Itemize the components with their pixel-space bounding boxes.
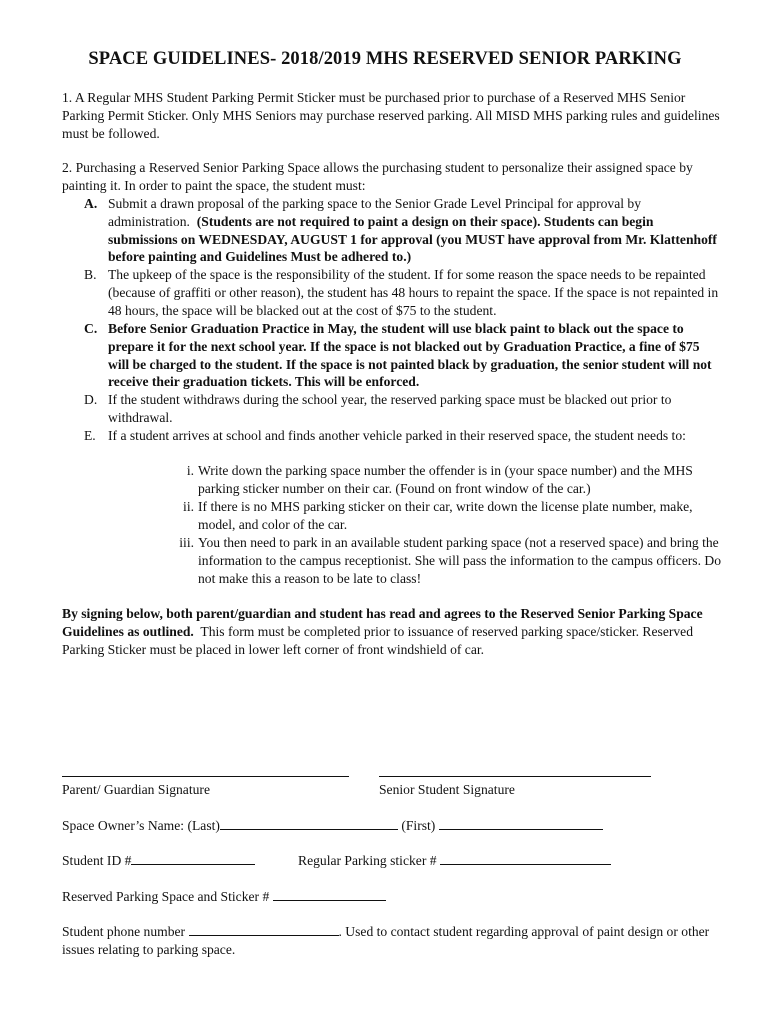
regular-sticker-label: Regular Parking sticker # <box>298 853 437 868</box>
list-item-text: Submit a drawn proposal of the parking space to the Senior Grade Level Principal for approval by administration. <box>108 196 642 229</box>
reserved-space-label: Reserved Parking Space and Sticker # <box>62 889 270 904</box>
owner-name-row <box>62 817 603 835</box>
list-item-a <box>84 195 724 266</box>
student-signature-label: Senior Student Signature <box>379 782 515 797</box>
list-item-label: E. <box>84 428 96 443</box>
reserved-space-field[interactable] <box>273 888 386 901</box>
list-item-b <box>84 266 724 319</box>
student-id-row <box>62 852 255 870</box>
sub-item-i <box>166 462 726 498</box>
owner-first-name-field[interactable] <box>439 817 603 830</box>
agreement-text: This form must be completed prior to issuance of reserved parking space/sticker. Reserved Parking Sticker must be placed in lower left corner of front windshield of car. <box>62 623 694 657</box>
parent-signature-line[interactable] <box>62 776 349 777</box>
list-item-text: If a student arrives at school and finds another vehicle parked in their reserved space, the student needs to: <box>108 428 686 443</box>
student-id-label: Student ID # <box>62 853 132 868</box>
sub-item-label: i. <box>186 463 194 478</box>
reserved-space-row <box>62 888 386 906</box>
list-item-text: The upkeep of the space is the responsibility of the student. If for some reason the space needs to be repainted (because of graffiti or other reason), the student has 48 hours to repaint the space. If the space is not repainted in 48 hours, the space will be blacked out at the cost of $75 to the student. <box>108 267 719 318</box>
sub-item-text: Write down the parking space number the offender is in (your space number) and the MHS parking sticker number on their car. (Found on front window of the car.) <box>198 463 693 496</box>
list-item-bold-text: Before Senior Graduation Practice in May, the student will use black paint to black out the space to prepare it for the next school year. If the space is not blacked out by Graduation Practice, a fine of $75 will be charged to the student. If the space is not painted black by graduation, the senior student will not receive their graduation tickets. This will be enforced. <box>108 321 712 390</box>
list-item-label: A. <box>84 196 98 211</box>
parent-signature-label: Parent/ Guardian Signature <box>62 782 210 797</box>
list-item-text: If the student withdraws during the school year, the reserved parking space must be blacked out prior to withdrawal. <box>108 392 672 425</box>
sub-item-text: You then need to park in an available student parking space (not a reserved space) and bring the information to the campus receptionist. She will pass the information to the campus officers. Do not make this a reason to be late to class! <box>198 535 721 586</box>
sub-item-text: If there is no MHS parking sticker on their car, write down the license plate number, make, model, and color of the car. <box>198 499 693 532</box>
sub-item-label: ii. <box>183 499 194 514</box>
paragraph-1: 1. A Regular MHS Student Parking Permit Sticker must be purchased prior to purchase of a Reserved MHS Senior Parking Permit Sticker. Only MHS Seniors may purchase reserved parking. All MISD MHS parking rules and guidelines must be followed. <box>62 90 720 141</box>
regular-sticker-field[interactable] <box>440 852 611 865</box>
agreement-bold-text: By signing below, both parent/guardian and student has read and agrees to the Reserved Senior Parking Space Guidelines as outlined. <box>62 606 703 639</box>
regular-sticker-row <box>298 852 611 870</box>
list-item-label: D. <box>84 392 98 407</box>
phone-label: Student phone number <box>62 924 186 939</box>
list-item-label: C. <box>84 321 98 336</box>
list-item-label: B. <box>84 267 97 282</box>
owner-last-name-label: Space Owner’s Name: (Last) <box>62 818 220 833</box>
phone-note: . Used to contact student regarding approval of paint design or other issues relating to parking space. <box>62 924 710 957</box>
student-signature-line[interactable] <box>379 776 651 777</box>
phone-row <box>62 923 722 959</box>
owner-first-name-label: (First) <box>401 818 436 833</box>
phone-field[interactable] <box>189 923 339 936</box>
student-id-field[interactable] <box>131 852 255 865</box>
sub-item-ii <box>166 498 726 534</box>
owner-last-name-field[interactable] <box>220 817 398 830</box>
sub-item-label: iii. <box>179 535 194 550</box>
list-item-c <box>84 320 724 391</box>
paragraph-2: 2. Purchasing a Reserved Senior Parking Space allows the purchasing student to personalize their assigned space by painting it. In order to paint the space, the student must: <box>62 160 693 193</box>
agreement-paragraph <box>62 605 722 658</box>
page-title: SPACE GUIDELINES- 2018/2019 MHS RESERVED SENIOR PARKING <box>88 49 682 69</box>
list-item-bold-text: (Students are not required to paint a design on their space). Students can begin submissions on WEDNESDAY, AUGUST 1 for approval (you MUST have approval from Mr. Klattenhoff before painting and Guidelines Must be adhered to.) <box>108 213 717 265</box>
list-item-e <box>84 427 724 445</box>
list-item-d <box>84 391 724 427</box>
sub-item-iii <box>166 534 726 587</box>
